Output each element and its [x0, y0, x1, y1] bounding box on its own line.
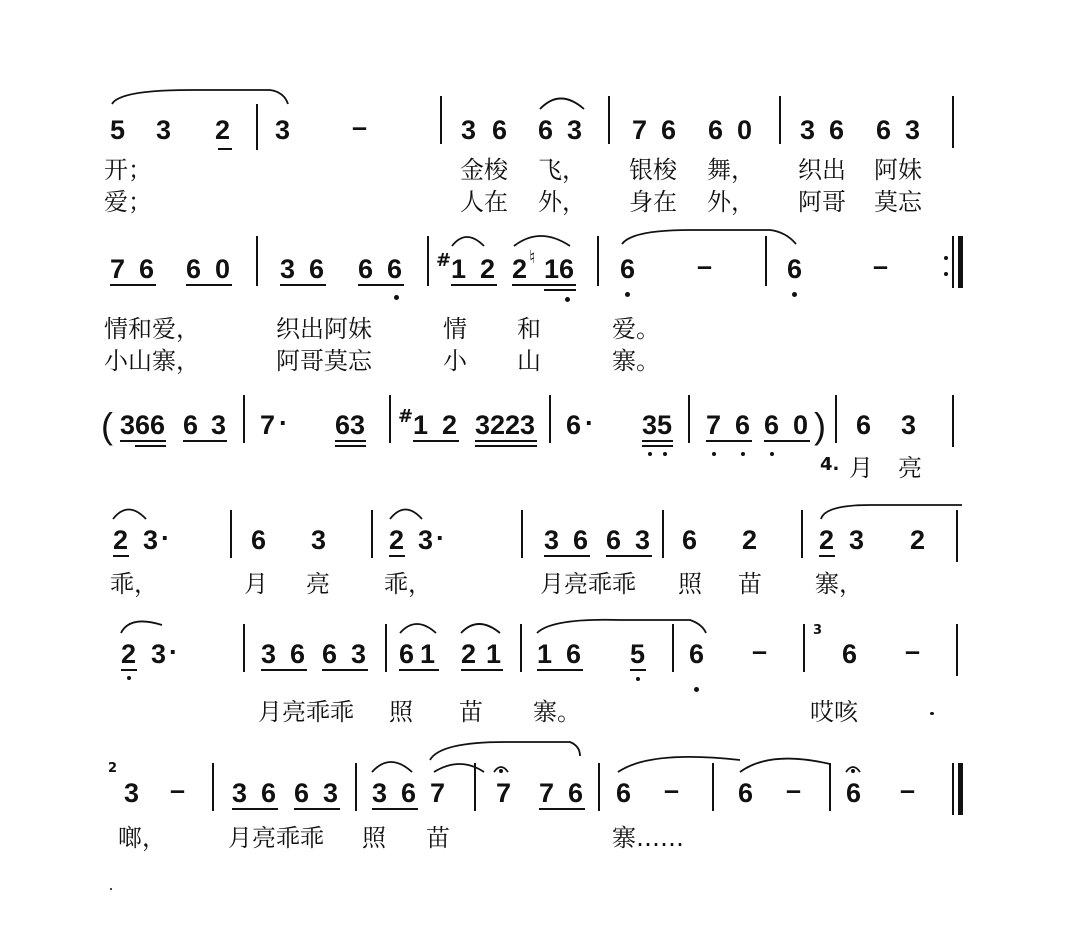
note: 6: [842, 639, 858, 669]
note: 6: [294, 778, 310, 808]
note: 6: [135, 410, 151, 440]
barline: [440, 96, 442, 144]
underline: [537, 669, 583, 671]
barline: [355, 763, 357, 811]
underline: [120, 440, 166, 442]
lyric: 寨……: [612, 824, 684, 852]
barline: [549, 395, 551, 443]
low-octave-dot: [770, 452, 774, 456]
note: 7: [110, 254, 126, 284]
note: 6: [764, 410, 780, 440]
slur: [121, 621, 162, 633]
note: 6: [186, 254, 202, 284]
note: 6: [620, 254, 636, 284]
note: 3: [151, 639, 167, 669]
note: 2: [819, 525, 835, 555]
barline: [385, 624, 387, 672]
underline: [280, 284, 326, 286]
note: 6: [829, 115, 845, 145]
note: 3: [418, 525, 434, 555]
underline: [764, 440, 810, 442]
underline: [113, 555, 129, 557]
lyric: 山: [517, 347, 541, 375]
note: 1: [413, 410, 429, 440]
note: 6: [322, 639, 338, 669]
note: 6: [876, 115, 892, 145]
sharp-sign: #: [436, 250, 452, 271]
underline: [399, 669, 439, 671]
lyric: 织出: [798, 156, 846, 184]
note: 2: [480, 254, 496, 284]
lyric: 苗: [426, 824, 450, 852]
barline: [474, 763, 476, 811]
barline: [243, 624, 245, 672]
note: 6: [309, 254, 325, 284]
note: 6: [846, 778, 862, 808]
verse-number: 4.: [820, 454, 840, 475]
close-paren: ): [814, 405, 826, 446]
dash: –: [873, 251, 889, 281]
note: 3: [372, 778, 388, 808]
barline: [389, 395, 391, 443]
lyric: 莫忘: [874, 188, 922, 216]
fermata-dot: [499, 769, 503, 773]
barline: [521, 510, 523, 558]
underline: [372, 808, 418, 810]
underline: [451, 284, 497, 286]
barline: [779, 96, 781, 144]
barline: [835, 395, 837, 443]
note: 3: [520, 410, 536, 440]
low-octave-dot: [663, 452, 667, 456]
note: 6: [559, 254, 575, 284]
underline: [642, 445, 673, 447]
lyric: 哎咳: [810, 698, 858, 726]
underline: [218, 148, 232, 150]
lyric: 啷，: [118, 824, 166, 852]
slur: [400, 624, 436, 633]
grace-note: 3: [813, 623, 823, 638]
low-octave-dot: [792, 292, 797, 297]
underline: [475, 440, 537, 442]
low-octave-dot: [394, 295, 399, 300]
slur: [618, 757, 740, 772]
note: 6: [139, 254, 155, 284]
lyric: 照: [389, 698, 413, 726]
note: 3: [120, 410, 136, 440]
underline: [110, 284, 156, 286]
note: 0: [793, 410, 809, 440]
low-octave-dot: [127, 676, 131, 680]
lyric: 织出阿妹: [276, 315, 372, 343]
note: 1: [544, 254, 560, 284]
slur: [514, 236, 570, 246]
low-octave-dot: [741, 452, 745, 456]
repeat-barline-thick: [958, 236, 963, 288]
underline: [461, 669, 503, 671]
note: 6: [401, 778, 417, 808]
note: 3: [143, 525, 159, 555]
note: 6: [387, 254, 403, 284]
lyric: 外，: [707, 188, 755, 216]
lyric: 月: [244, 570, 268, 598]
note: 3: [311, 525, 327, 555]
barline: [608, 96, 610, 144]
natural-sign: ♮: [529, 247, 536, 268]
slur: [390, 510, 422, 520]
dash: –: [352, 112, 368, 142]
note: 3: [351, 639, 367, 669]
barline: [829, 763, 831, 811]
barline: [688, 395, 690, 443]
note: 6: [538, 115, 554, 145]
note: 3: [211, 410, 227, 440]
note: 3: [849, 525, 865, 555]
barline: [803, 624, 805, 672]
lyric: 小山寨，: [104, 347, 200, 375]
note: 6: [290, 639, 306, 669]
note: 6: [399, 639, 415, 669]
note: 2: [113, 525, 129, 555]
note: 7: [539, 778, 555, 808]
lyric: 寨，: [815, 570, 863, 598]
lyric: 阿哥莫忘: [276, 347, 372, 375]
sharp-sign: #: [398, 406, 414, 427]
underline: [121, 669, 137, 671]
note: 3: [350, 410, 366, 440]
dot-augment: ·: [279, 408, 288, 438]
note: 6: [358, 254, 374, 284]
underline: [413, 440, 459, 442]
note: 2: [215, 115, 231, 145]
lyric: 苗: [738, 570, 762, 598]
dash: –: [170, 775, 186, 805]
lyric: 阿哥: [798, 188, 846, 216]
lyric: 照: [678, 570, 702, 598]
lyric: 飞，: [538, 156, 586, 184]
note: 2: [742, 525, 758, 555]
repeat-dot: [944, 256, 948, 260]
barline: [256, 104, 258, 150]
slur: [112, 90, 288, 104]
underline: [512, 284, 576, 286]
note: 3: [544, 525, 560, 555]
underline: [475, 445, 537, 447]
lyric: 金梭: [460, 156, 508, 184]
note: 3: [567, 115, 583, 145]
barline: [765, 236, 767, 286]
lyric: 月: [849, 454, 873, 482]
barline: [427, 236, 429, 286]
barline: [598, 763, 600, 811]
note: 6: [606, 525, 622, 555]
note: 2: [910, 525, 926, 555]
note: 6: [150, 410, 166, 440]
note: 2: [389, 525, 405, 555]
barline: [212, 763, 214, 811]
note: 3: [905, 115, 921, 145]
lyric: 身在: [629, 188, 677, 216]
note: 1: [537, 639, 553, 669]
underline: [819, 555, 835, 557]
dot-augment: ·: [585, 408, 594, 438]
note: 6: [787, 254, 803, 284]
lyric: 乖，: [384, 570, 432, 598]
barline: [952, 395, 954, 447]
slur: [740, 759, 830, 772]
note: 3: [635, 525, 651, 555]
repeat-barline: [952, 236, 954, 288]
note: 1: [420, 639, 436, 669]
lyric: 小: [443, 347, 467, 375]
note: 6: [735, 410, 751, 440]
note: 7: [260, 410, 276, 440]
low-octave-dot: [565, 297, 570, 302]
note: 7: [496, 778, 512, 808]
underline: [606, 555, 652, 557]
note: 2: [490, 410, 506, 440]
note: 3: [323, 778, 339, 808]
dot-augment: ·: [169, 637, 178, 667]
note: 7: [430, 778, 446, 808]
note: 3: [475, 410, 491, 440]
note: 6: [183, 410, 199, 440]
note: 1: [451, 254, 467, 284]
barline: [952, 96, 954, 148]
barline: [712, 763, 714, 811]
barline: [672, 624, 674, 672]
note: 6: [566, 639, 582, 669]
lyric: 和: [517, 315, 541, 343]
low-octave-dot: [694, 687, 699, 692]
note: 5: [657, 410, 673, 440]
note: 3: [461, 115, 477, 145]
grace-note: 2: [108, 761, 118, 776]
speck: [110, 888, 112, 890]
slur: [622, 230, 796, 244]
note: 6: [251, 525, 267, 555]
note: 6: [689, 639, 705, 669]
open-paren: (: [101, 405, 113, 446]
note: 6: [573, 525, 589, 555]
lyric: 月亮乖乖: [258, 698, 354, 726]
slur: [372, 762, 412, 772]
underline: [630, 669, 646, 671]
dot-augment: ·: [161, 523, 170, 553]
note: 7: [706, 410, 722, 440]
low-octave-dot: [636, 677, 640, 681]
barline: [956, 510, 958, 562]
lyric: 月亮乖乖: [228, 824, 324, 852]
speck: [930, 712, 934, 715]
low-octave-dot: [648, 452, 652, 456]
lyric: 外，: [538, 188, 586, 216]
barline: [520, 624, 522, 672]
underline: [322, 669, 368, 671]
note: 3: [232, 778, 248, 808]
underline: [706, 440, 752, 442]
fermata-dot: [851, 769, 855, 773]
underline: [186, 284, 232, 286]
note: 3: [156, 115, 172, 145]
barline: [243, 395, 245, 443]
underline: [335, 445, 366, 447]
note: 6: [566, 410, 582, 440]
lyric: 开；: [104, 156, 152, 184]
lyric: 寨。: [533, 698, 581, 726]
note: 2: [121, 639, 137, 669]
note: 1: [486, 639, 502, 669]
underline: [642, 440, 673, 442]
underline: [261, 669, 307, 671]
note: 3: [275, 115, 291, 145]
slur: [540, 99, 584, 110]
note: 3: [124, 778, 140, 808]
note: 7: [632, 115, 648, 145]
note: 6: [616, 778, 632, 808]
low-octave-dot: [712, 452, 716, 456]
note: 5: [110, 115, 126, 145]
note: 2: [461, 639, 477, 669]
underline: [183, 440, 227, 442]
final-barline: [952, 763, 954, 815]
slur: [821, 505, 962, 519]
barline: [230, 510, 232, 558]
lyric: 爱。: [612, 315, 660, 343]
note: 3: [642, 410, 658, 440]
underline: [544, 289, 576, 291]
lyric: 苗: [459, 698, 483, 726]
note: 2: [505, 410, 521, 440]
slur: [461, 624, 500, 633]
note: 6: [261, 778, 277, 808]
lyric: 亮: [898, 454, 922, 482]
dash: –: [905, 636, 921, 666]
underline: [539, 808, 585, 810]
slur: [434, 764, 484, 772]
dash: –: [786, 775, 802, 805]
underline: [335, 440, 366, 442]
underline: [294, 808, 340, 810]
lyric: 照: [362, 824, 386, 852]
lyric: 阿妹: [874, 156, 922, 184]
dash: –: [900, 775, 916, 805]
repeat-dot: [944, 272, 948, 276]
note: 6: [492, 115, 508, 145]
underline: [389, 555, 405, 557]
lyric: 亮: [306, 570, 330, 598]
note: 6: [738, 778, 754, 808]
barline: [801, 510, 803, 558]
note: 6: [661, 115, 677, 145]
lyric: 爱；: [104, 188, 152, 216]
slur: [537, 620, 706, 633]
underline: [544, 555, 590, 557]
note: 6: [856, 410, 872, 440]
barline: [956, 624, 958, 676]
dash: –: [752, 636, 768, 666]
slur: [430, 742, 580, 760]
note: 6: [682, 525, 698, 555]
barline: [597, 236, 599, 286]
note: 2: [442, 410, 458, 440]
barline: [662, 510, 664, 558]
note: 3: [261, 639, 277, 669]
note: 6: [568, 778, 584, 808]
barline: [371, 510, 373, 558]
note: 0: [215, 254, 231, 284]
barline: [256, 236, 258, 286]
lyric: 舞，: [707, 156, 755, 184]
note: 5: [630, 639, 646, 669]
note: 6: [335, 410, 351, 440]
underline: [358, 284, 404, 286]
lyric: 银梭: [629, 156, 677, 184]
dash: –: [664, 775, 680, 805]
lyric: 月亮乖乖: [540, 570, 636, 598]
dash: –: [697, 251, 713, 281]
underline: [135, 445, 166, 447]
lyric: 情: [443, 315, 467, 343]
lyric: 寨。: [612, 347, 660, 375]
note: 6: [708, 115, 724, 145]
slur: [452, 237, 484, 246]
lyric: 情和爱，: [104, 315, 200, 343]
lyric: 乖，: [110, 570, 158, 598]
slur: [113, 510, 146, 520]
note: 2: [512, 254, 528, 284]
lyric: 人在: [460, 188, 508, 216]
note: 3: [800, 115, 816, 145]
dot-augment: ·: [436, 523, 445, 553]
final-barline-thick: [958, 763, 963, 815]
underline: [232, 808, 278, 810]
note: 3: [901, 410, 917, 440]
note: 0: [737, 115, 753, 145]
note: 3: [280, 254, 296, 284]
low-octave-dot: [625, 292, 630, 297]
